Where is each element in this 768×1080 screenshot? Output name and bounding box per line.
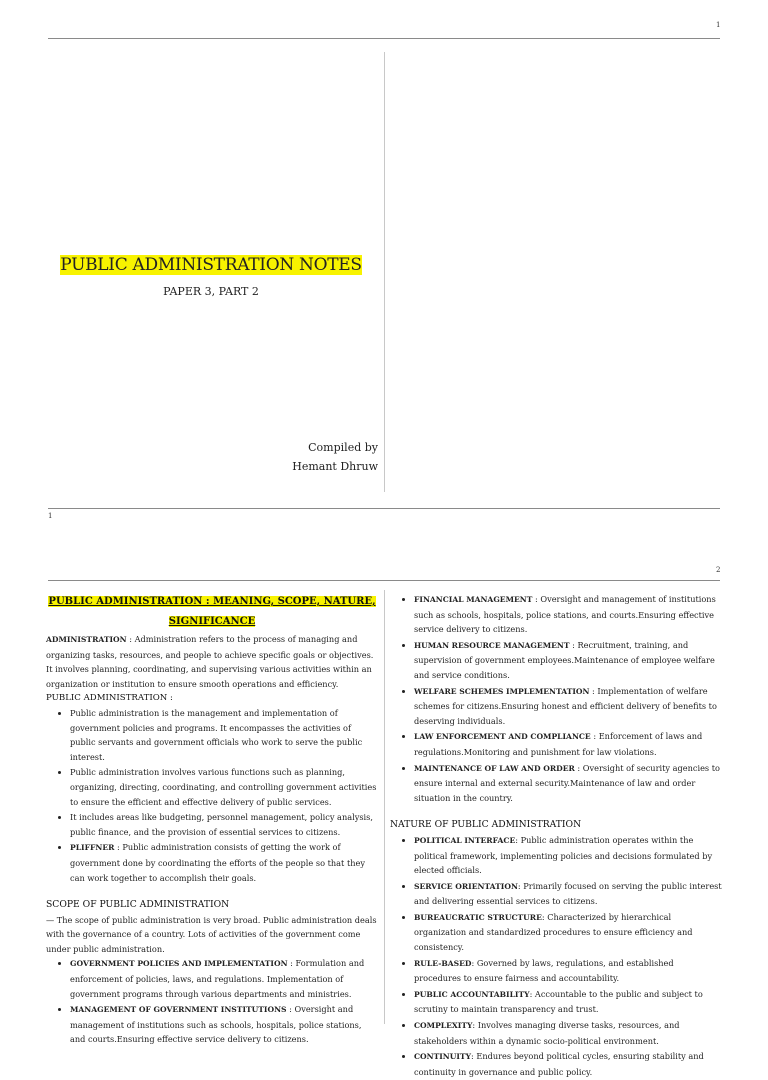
administration-definition: ADMINISTRATION : Administration refers to the process of managing and organizing tasks, resources, and people to achieve specific goals or objectives. It involves planning, coordinating, and supervising various activities within an organization or institution to ensure smooth operations and efficiency.: [46, 634, 374, 689]
list-item: • BUREAUCRATIC STRUCTURE: Characterized by hierarchical organization and standardized procedures to ensure efficiency and consistency.: [414, 910, 722, 955]
list-item: • FINANCIAL MANAGEMENT : Oversight and management of institutions such as schools, hospitals, police stations, and courts.Ensuring effective service delivery to citizens.: [414, 592, 722, 637]
scope-intro: — The scope of public administration is very broad. Public administration deals with the governance of a country. Lots of activities of the government come under public administration.: [46, 914, 377, 954]
list-item: • WELFARE SCHEMES IMPLEMENTATION : Implementation of welfare schemes for citizens.Ensuring honest and efficient delivery of benefits to deserving individuals.: [414, 684, 722, 729]
scope-heading: SCOPE OF PUBLIC ADMINISTRATION: [46, 899, 230, 911]
pa-list: [46, 706, 378, 885]
page-number-bottom: 1: [48, 512, 53, 520]
author-name: Hemant Dhruw: [292, 460, 378, 473]
scope-list-right: [390, 592, 722, 805]
list-item: • PLIFFNER : Public administration consists of getting the work of government done by coordinating the efforts of the people so that they can work together to accomplish their goals.: [70, 840, 378, 885]
page-bottom-rule: [48, 508, 720, 509]
list-item: • HUMAN RESOURCE MANAGEMENT : Recruitment, training, and supervision of government employees.Maintenance of employee welfare and service conditions.: [414, 638, 722, 683]
list-item: • MAINTENANCE OF LAW AND ORDER : Oversight of security agencies to ensure internal and external security.Maintenance of law and order situation in the country.: [414, 761, 722, 806]
section-title: PUBLIC ADMINISTRATION : MEANING, SCOPE, NATURE, SIGNIFICANCE: [48, 596, 376, 627]
list-item: • Public administration involves various functions such as planning, organizing, directing, coordinating, and controlling government activities to ensure the efficient and effective delivery of public services.: [70, 765, 378, 809]
scope-list-left: [46, 956, 378, 1047]
page2-number-top: 2: [716, 566, 721, 574]
list-item: • SERVICE ORIENTATION: Primarily focused on serving the public interest and delivering essential services to citizens.: [414, 879, 722, 909]
list-item: • LAW ENFORCEMENT AND COMPLIANCE : Enforcement of laws and regulations.Monitoring and punishment for law violations.: [414, 729, 722, 759]
page-top-rule: [48, 38, 720, 39]
nature-heading: NATURE OF PUBLIC ADMINISTRATION: [390, 819, 582, 831]
credit-block: [200, 438, 378, 476]
list-item: • COMPLEXITY: Involves managing diverse tasks, resources, and stakeholders within a dynamic socio-political environment.: [414, 1018, 722, 1048]
document-subtitle: PAPER 3, PART 2: [163, 285, 259, 298]
list-item: • POLITICAL INTERFACE: Public administration operates within the political framework, implementing policies and decisions formulated by elected officials.: [414, 833, 722, 878]
page2-top-rule: [48, 580, 720, 581]
pa-heading: PUBLIC ADMINISTRATION :: [46, 693, 173, 704]
right-column: [390, 592, 722, 1080]
list-item: • CONTINUITY: Endures beyond political cycles, ensuring stability and continuity in governance and public policy.: [414, 1049, 722, 1079]
list-item: • Public administration is the management and implementation of government policies and programs. It encompasses the activities of public servants and government officials who work to serve the public interest.: [70, 706, 378, 764]
list-item: • MANAGEMENT OF GOVERNMENT INSTITUTIONS : Oversight and management of institutions such as schools, hospitals, police stations, and courts.Ensuring effective service delivery to citizens.: [70, 1002, 378, 1047]
page2-column-divider: [384, 590, 385, 1024]
nature-list: [390, 833, 722, 1080]
document-title: PUBLIC ADMINISTRATION NOTES: [60, 255, 362, 275]
left-column: [46, 592, 378, 1048]
list-item: • RULE-BASED: Governed by laws, regulations, and established procedures to ensure fairness and accountability.: [414, 956, 722, 986]
compiled-by-label: Compiled by: [308, 441, 378, 454]
page-number-top: 1: [716, 21, 721, 29]
list-item: • It includes areas like budgeting, personnel management, policy analysis, public finance, and the provision of essential services to citizens.: [70, 810, 378, 839]
list-item: • PUBLIC ACCOUNTABILITY: Accountable to the public and subject to scrutiny to maintain transparency and trust.: [414, 987, 722, 1017]
list-item: • GOVERNMENT POLICIES AND IMPLEMENTATION : Formulation and enforcement of policies, laws, and regulations. Implementation of government programs through various departments and ministries.: [70, 956, 378, 1001]
